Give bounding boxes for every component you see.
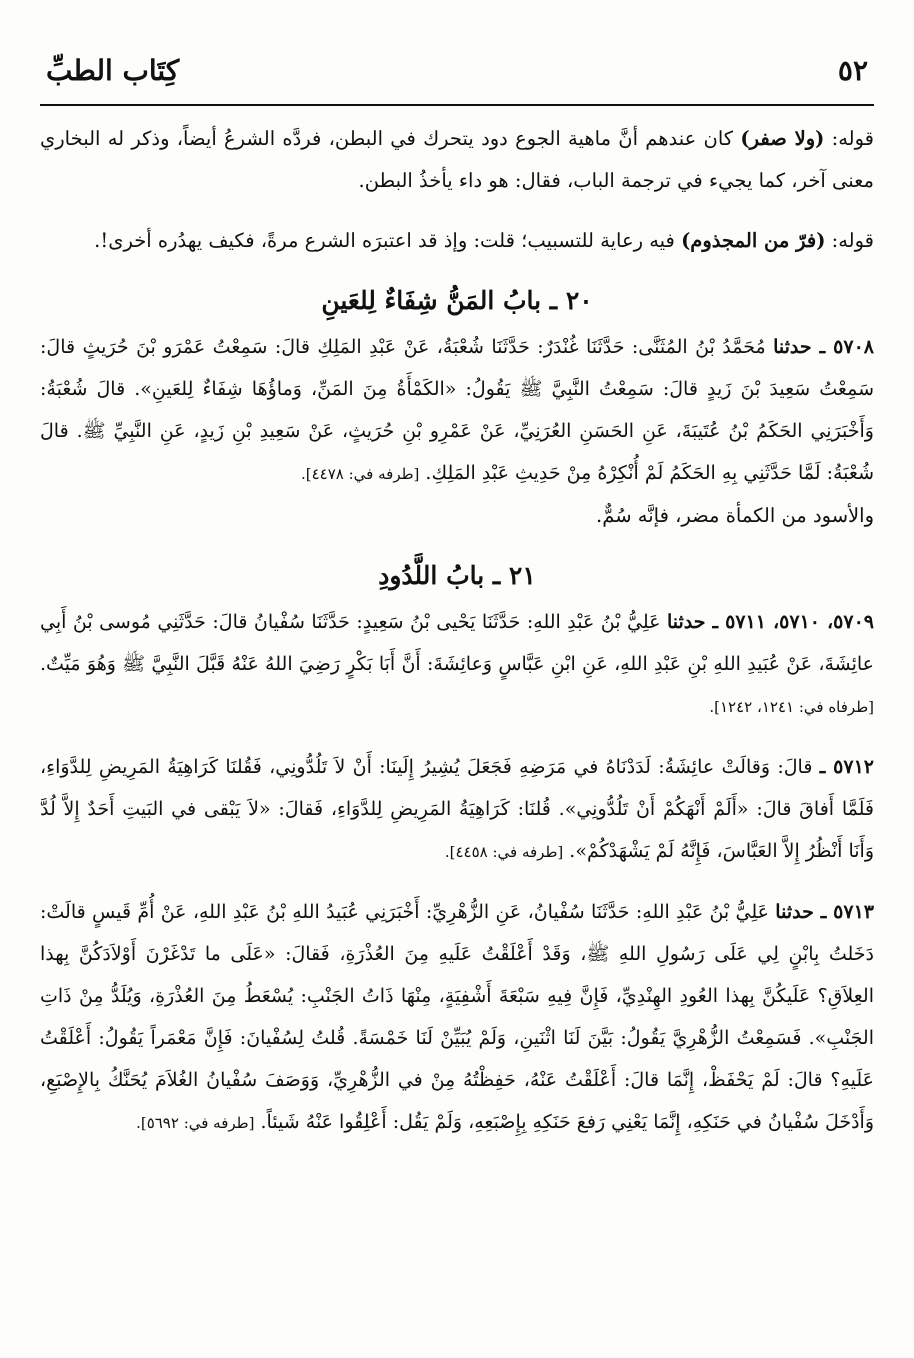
commentary-paragraph: والأسود من الكمأة مضر، فإنَّه سُمٌّ.: [596, 504, 874, 527]
hadith-cross-reference: [طرفه في: ٤٤٥٨].: [444, 843, 564, 861]
commentary-text: كان عندهم أنَّ ماهية الجوع دود يتحرك في البطن، فردَّه الشرعُ أيضاً، وذكر له البخاري معنى آخر، كما يجيء في ترجمة الباب، فقال: هو داء يأخذُ البطن.: [40, 127, 874, 192]
hadith-block: [40, 601, 874, 1144]
hadith-cross-reference: [طرفه في: ٤٤٧٨].: [300, 465, 420, 483]
paragraph-gap: [40, 202, 874, 220]
hadith-cross-reference: [طرفه في: ٥٦٩٢].: [136, 1114, 255, 1132]
hadith-paragraph: [40, 746, 874, 873]
hadith-text: مُحَمَّدُ بْنُ المُثَنَّى: حَدَّثَنَا غُنْدَرٌ: حَدَّثَنَا شُعْبَةُ، عَنْ عَبْدِ المَلِكِ قالَ: سَمِعْتُ عَمْرَو بْنَ حُرَيثٍ قالَ: سَمِعْتُ سَعِيدَ بْنَ زَيدٍ قالَ: سَمِعْتُ النَّبِيَّ ﷺ يَقُولُ: «الكَمْأَةُ مِنَ المَنِّ، وَماؤُهَا شِفَاءٌ لِلعَينِ». قالَ شُعْبَةُ: وَأَخْبَرَنِي الحَكَمُ بْنُ عُتَيبَةَ، عَنِ الحَسَنِ العُرَنِيِّ، عَنْ عَمْرِو بْنِ حُرَيثٍ، عَنْ سَعِيدِ بْنِ زَيدٍ، عَنِ النَّبِيِّ ﷺ. قالَ شُعْبَةُ: لَمَّا حَدَّثَنِي بِهِ الحَكَمُ لَمْ أُنْكِرْهُ مِنْ حَدِيثِ عَبْدِ المَلِكِ.: [40, 336, 874, 484]
page-body: [40, 118, 874, 1144]
hadith-number: ٥٧٠٩، ٥٧١٠، ٥٧١١ ـ حدثنا: [666, 611, 874, 633]
hadith-number: ٥٧١٢ ـ: [819, 756, 874, 778]
commentary-lead: قوله:: [824, 127, 875, 150]
page-number: ٥٢: [837, 54, 868, 87]
hadith-text: قالَ: وَقالَتْ عائِشَةُ: لَدَدْنَاهُ في مَرَضِهِ فَجَعَلَ يُشِيرُ إِلَينَا: أَنْ لاَ تَلُدُّونِي، فَقُلنَا كَرَاهِيَةُ المَرِيضِ لِلدَّوَاءِ، فَلَمَّا أَفاقَ قالَ: «أَلَمْ أَنْهَكُمْ أَنْ تَلُدُّونِي». قُلنَا: كَرَاهِيَةُ المَرِيضِ لِلدَّوَاءِ، فَقالَ: «لاَ يَبْقى في البَيتِ أَحَدٌ إِلاَّ لُدَّ وَأَنَا أَنْظُرُ إِلاَّ العَبَّاسَ، فَإِنَّهُ لَمْ يَشْهَدْكُمْ».: [40, 756, 874, 862]
hadith-cross-reference: [طرفاه في: ١٢٤١، ١٢٤٢].: [709, 698, 874, 716]
chapter-heading: ٢٠ ـ بابُ المَنُّ شِفَاءٌ لِلعَينِ: [321, 286, 593, 315]
commentary-paragraph: [40, 220, 874, 262]
hadith-text: عَلِيُّ بْنُ عَبْدِ اللهِ: حَدَّثَنَا سُفْيانُ، عَنِ الزُّهْرِيِّ: أَخْبَرَنِي عُبَيدُ اللهِ بْنُ عَبْدِ اللهِ، عَنْ أُمِّ قَيسٍ قالَتْ: دَخَلتُ بِابْنٍ لِي عَلَى رَسُولِ اللهِ ﷺ، وَقَدْ أَعْلَقْتُ عَلَيهِ مِنَ العُذْرَةِ، فَقالَ: «عَلَى ما تَدْغَرْنَ أَوْلاَدَكُنَّ بِهذا العِلاَقِ؟ عَلَيكُنَّ بِهذا العُودِ الهِنْدِيِّ، فَإِنَّ فِيهِ سَبْعَةَ أَشْفِيَةٍ، مِنْهَا ذَاتُ الجَنْبِ: يُسْعَطُ مِنَ العُذْرَةِ، وَيُلَدُّ مِنْ ذَاتِ الجَنْبِ». فَسَمِعْتُ الزُّهْرِيَّ يَقُولُ: بَيَّنَ لَنَا اثْنَينِ، وَلَمْ يُبَيِّنْ لَنَا خَمْسَةً. قُلتُ لِسُفْيانَ: فَإِنَّ مَعْمَراً يَقُولُ: أَعْلَقْتُ عَلَيهِ؟ قالَ: لَمْ يَحْفَظْ، إِنَّمَا قالَ: أَعْلَقْتُ عَنْهُ، حَفِظْتُهُ مِنْ في الزُّهْرِيِّ، وَوَصَفَ سُفْيانُ الغُلاَمَ يُحَنَّكُ بِالإِصْبَعِ، وَأَدْخَلَ سُفْيانُ في حَنَكِهِ، إِنَّمَا يَعْنِي رَفعَ حَنَكِهِ بِإِصْبَعِهِ، وَلَمْ يَقُل: أَعْلِقُوا عَنْهُ شَيئاً.: [40, 901, 874, 1133]
commentary-text: فيه رعاية للتسبيب؛ قلت: وإذ قد اعتبرَه الشرع مرةً، فكيف يهدُره أخرى!.: [94, 229, 682, 252]
hadith-number: ٥٧٠٨ ـ حدثنا: [773, 336, 874, 358]
commentary-lead: قوله:: [825, 229, 874, 252]
hadith-paragraph: [40, 891, 874, 1144]
paragraph-gap: [40, 728, 874, 746]
commentary-paragraph: [40, 118, 874, 202]
commentary-quote: (ولا صفر): [740, 127, 825, 150]
paragraph-gap: [40, 873, 874, 891]
hadith-text: عَلِيُّ بْنُ عَبْدِ اللهِ: حَدَّثَنَا يَحْيى بْنُ سَعِيدٍ: حَدَّثَنَا سُفْيانُ قالَ: حَدَّثَنِي مُوسى بْنُ أَبِي عائِشَةَ، عَنْ عُبَيدِ اللهِ بْنِ عَبْدِ اللهِ، عَنِ ابْنِ عَبَّاسٍ وَعائِشَةَ: أَنَّ أَبَا بَكْرٍ رَضِيَ اللهُ عَنْهُ قَبَّلَ النَّبِيَّ ﷺ وَهُوَ مَيِّتٌ.: [40, 611, 874, 675]
chapter-heading: ٢١ ـ بابُ اللَّدُودِ: [378, 561, 536, 590]
hadith-block: [40, 326, 874, 495]
hadith-number: ٥٧١٣ ـ حدثنا: [775, 901, 874, 923]
page-header: [40, 44, 874, 106]
hadith-paragraph: [40, 601, 874, 728]
hadith-paragraph: [40, 326, 874, 495]
commentary-quote: (فرّ من المجذوم): [681, 229, 826, 252]
book-title: كِتَاب الطبِّ: [46, 54, 180, 87]
